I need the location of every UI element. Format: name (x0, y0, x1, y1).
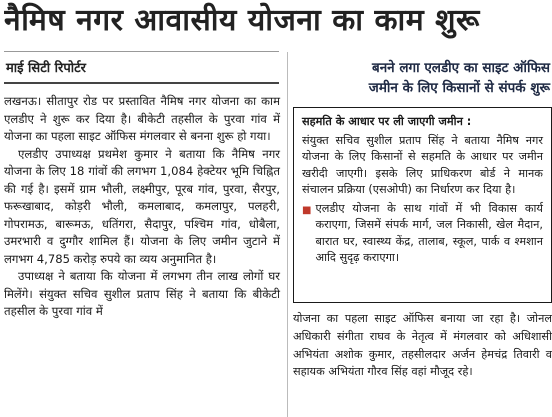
subheadline-line-1: बनने लगा एलडीए का साइट ऑफिस (371, 60, 550, 76)
article-paragraph-1: लखनऊ। सीतापुर रोड पर प्रस्तावित नैमिष नगर योजना का काम एलडीए ने शुरू कर दिया है। बीकेटी तहसील के पुरवा गांव में योजना का पहला साइट ऑफिस मंगलवार से बनना शुरू हो गया। (4, 94, 280, 143)
info-box-paragraph-2: एलडीए योजना के साथ गांवों में भी विकास कार्य कराएगा, जिसमें संपर्क मार्ग, जल निकासी, खेल मैदान, बारात घर, स्वास्थ्य केंद्र, तालाब, स्कूल, पार्क व श्मशान आदि सुदृढ़ कराएगा। (315, 201, 543, 264)
subheadline (292, 58, 550, 98)
article-paragraph-3: उपाध्यक्ष ने बताया कि योजना में लगभग तीन लाख लोगों घर मिलेंगे। संयुक्त सचिव सुशील प्रताप सिंह ने बताया कि बीकेटी तहसील के पुरवा गांव में (4, 269, 280, 318)
info-box (293, 107, 552, 303)
subheadline-line-2: जमीन के लिए किसानों से संपर्क शुरू (368, 80, 550, 96)
article-paragraph-continued: योजना का पहला साइट ऑफिस बनाया जा रहा है। जोनल अधिकारी संगीता राघव के नेतृत्व में मंगलवार को अधिशासी अभियंता अशोक कुमार, तहसीलदार अर्जन हेमचंद्र तिवारी व सहायक अभियंता गौरव सिंह वहां मौजूद रहे। (293, 312, 552, 379)
byline-rule (4, 82, 279, 84)
info-box-heading: सहमति के आधार पर ली जाएगी जमीन : (302, 115, 472, 128)
headline: नैमिष नगर आवासीय योजना का काम शुरू (4, 3, 480, 38)
column-divider (287, 52, 288, 417)
info-box-paragraph-1: संयुक्त सचिव सुशील प्रताप सिंह ने बताया नैमिष नगर योजना के लिए किसानों से सहमति के आधार पर जमीन खरीदी जाएगी। इसके लिए प्राधिकरण बोर्ड ने मानक संचालन प्रक्रिया (एसओपी) का निर्धारण कर दिया है। (302, 133, 543, 196)
square-bullet-icon: ■ (302, 204, 312, 216)
article-right-column (293, 310, 552, 383)
byline: माई सिटी रिपोर्टर (6, 61, 86, 76)
headline-rule (4, 51, 279, 52)
article-left-column (4, 93, 280, 321)
article-paragraph-2: एलडीए उपाध्यक्ष प्रथमेश कुमार ने बताया कि नैमिष नगर योजना के लिए 18 गांवों की लगभग 1,084 हेक्टेयर भूमि चिह्नित की गई है। इसमें ग्राम भौली, लक्ष्मीपुर, पूरब गांव, पुरवा, सैरपुर, फरूखाबाद, कोड़री भौली, कमलाबाद, कमलापुर, पलहरी, गोपरामऊ, बारूमऊ, धतिंगरा, सैदापुर, पश्चिम गांव, धोबैला, उमरभारी व दुग्गौर शामिल हैं। योजना के लिए जमीन जुटाने में लगभग 4,785 करोड़ रुपये का व्यय अनुमानित है। (4, 146, 280, 266)
info-box-bullet-item (302, 201, 543, 269)
